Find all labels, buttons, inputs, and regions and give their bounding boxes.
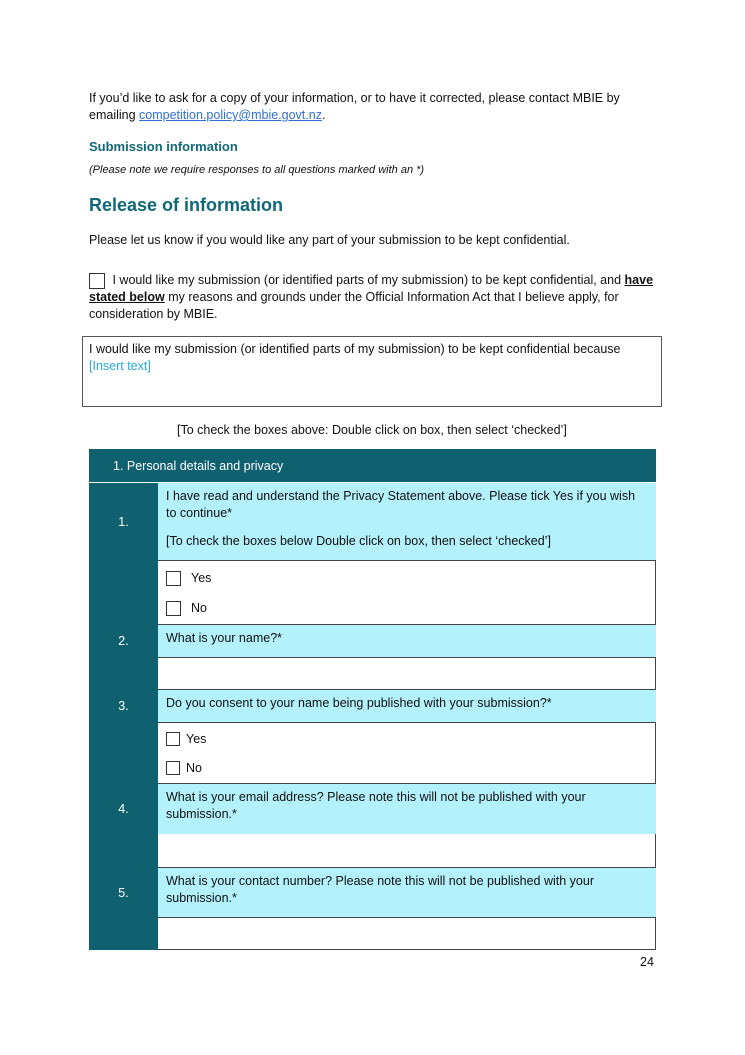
personal-details-table bbox=[89, 449, 656, 950]
answer-row-4 bbox=[89, 834, 656, 868]
answer-row-1 bbox=[89, 560, 656, 625]
answer-row-3 bbox=[89, 722, 656, 784]
email-input[interactable] bbox=[158, 834, 656, 868]
answer-row-2 bbox=[89, 657, 656, 690]
answer-cell bbox=[158, 722, 656, 784]
option-label: Yes bbox=[186, 731, 207, 746]
checkbox-text-2: my reasons and grounds under the Official Information Act that I believe apply, for consideration by MBIE. bbox=[89, 290, 619, 321]
yes-checkbox[interactable] bbox=[166, 571, 181, 586]
number-spacer bbox=[89, 834, 158, 868]
question-row-5 bbox=[89, 868, 656, 917]
page-number: 24 bbox=[640, 955, 654, 969]
email-link[interactable]: competition.policy@mbie.govt.nz bbox=[139, 108, 322, 122]
number-spacer bbox=[89, 560, 158, 625]
no-checkbox[interactable] bbox=[166, 601, 181, 616]
question-row-1 bbox=[89, 483, 656, 560]
question-text: What is your email address? Please note this will not be published with your submission.* bbox=[158, 784, 656, 834]
release-lead: Please let us know if you would like any part of your submission to be kept confidential. bbox=[89, 233, 570, 247]
confidential-reason-box[interactable] bbox=[82, 336, 662, 407]
confidential-box-text: I would like my submission (or identified parts of my submission) to be kept confidential because bbox=[89, 342, 621, 356]
confidential-checkbox-row bbox=[89, 272, 654, 323]
yes-checkbox[interactable] bbox=[166, 732, 180, 746]
question-number: 5. bbox=[89, 868, 158, 917]
answer-row-5 bbox=[89, 917, 656, 950]
question-text: Do you consent to your name being published with your submission?* bbox=[158, 690, 656, 722]
question-text: What is your name?* bbox=[158, 625, 656, 657]
no-checkbox[interactable] bbox=[166, 761, 180, 775]
release-heading: Release of information bbox=[89, 195, 284, 215]
option-label: Yes bbox=[191, 571, 212, 585]
intro-text: If you’d like to ask for a copy of your information, or to have it corrected, please contact MBIE by emailing bbox=[89, 91, 620, 122]
insert-text-placeholder[interactable]: [Insert text] bbox=[89, 359, 151, 373]
question-row-2 bbox=[89, 625, 656, 657]
answer-cell bbox=[158, 560, 656, 625]
option-yes[interactable] bbox=[166, 724, 647, 753]
question-number: 1. bbox=[89, 483, 158, 560]
confidential-checkbox[interactable] bbox=[89, 273, 105, 289]
number-spacer bbox=[89, 917, 158, 950]
question-cell bbox=[158, 483, 656, 560]
table-header: 1. Personal details and privacy bbox=[89, 449, 656, 482]
number-spacer bbox=[89, 722, 158, 784]
option-no[interactable] bbox=[166, 593, 647, 623]
question-text: I have read and understand the Privacy Statement above. Please tick Yes if you wish to continue* bbox=[166, 489, 636, 520]
question-instruction: [To check the boxes below Double click on box, then select ‘checked’] bbox=[166, 534, 551, 548]
contact-number-input[interactable] bbox=[158, 917, 656, 950]
check-boxes-instruction: [To check the boxes above: Double click on box, then select ‘checked’] bbox=[177, 423, 567, 437]
option-label: No bbox=[191, 601, 207, 615]
have-stated-below: have stated below bbox=[89, 273, 654, 304]
submission-info-heading: Submission information bbox=[89, 139, 238, 154]
intro-text-end: . bbox=[321, 108, 326, 122]
number-spacer bbox=[89, 657, 158, 690]
name-input[interactable] bbox=[158, 657, 656, 690]
question-row-4 bbox=[89, 784, 656, 834]
question-row-3 bbox=[89, 690, 656, 722]
question-number: 3. bbox=[89, 690, 158, 722]
option-yes[interactable] bbox=[166, 563, 647, 593]
intro-paragraph bbox=[89, 90, 659, 124]
required-note: (Please note we require responses to all questions marked with an *) bbox=[89, 164, 425, 176]
option-no[interactable] bbox=[166, 753, 647, 782]
checkbox-text-1: I would like my submission (or identified parts of my submission) to be kept confidential, and bbox=[109, 273, 622, 287]
option-label: No bbox=[186, 760, 202, 775]
question-text: What is your contact number? Please note this will not be published with your submission.* bbox=[158, 868, 656, 917]
question-number: 2. bbox=[89, 625, 158, 657]
question-number: 4. bbox=[89, 784, 158, 834]
